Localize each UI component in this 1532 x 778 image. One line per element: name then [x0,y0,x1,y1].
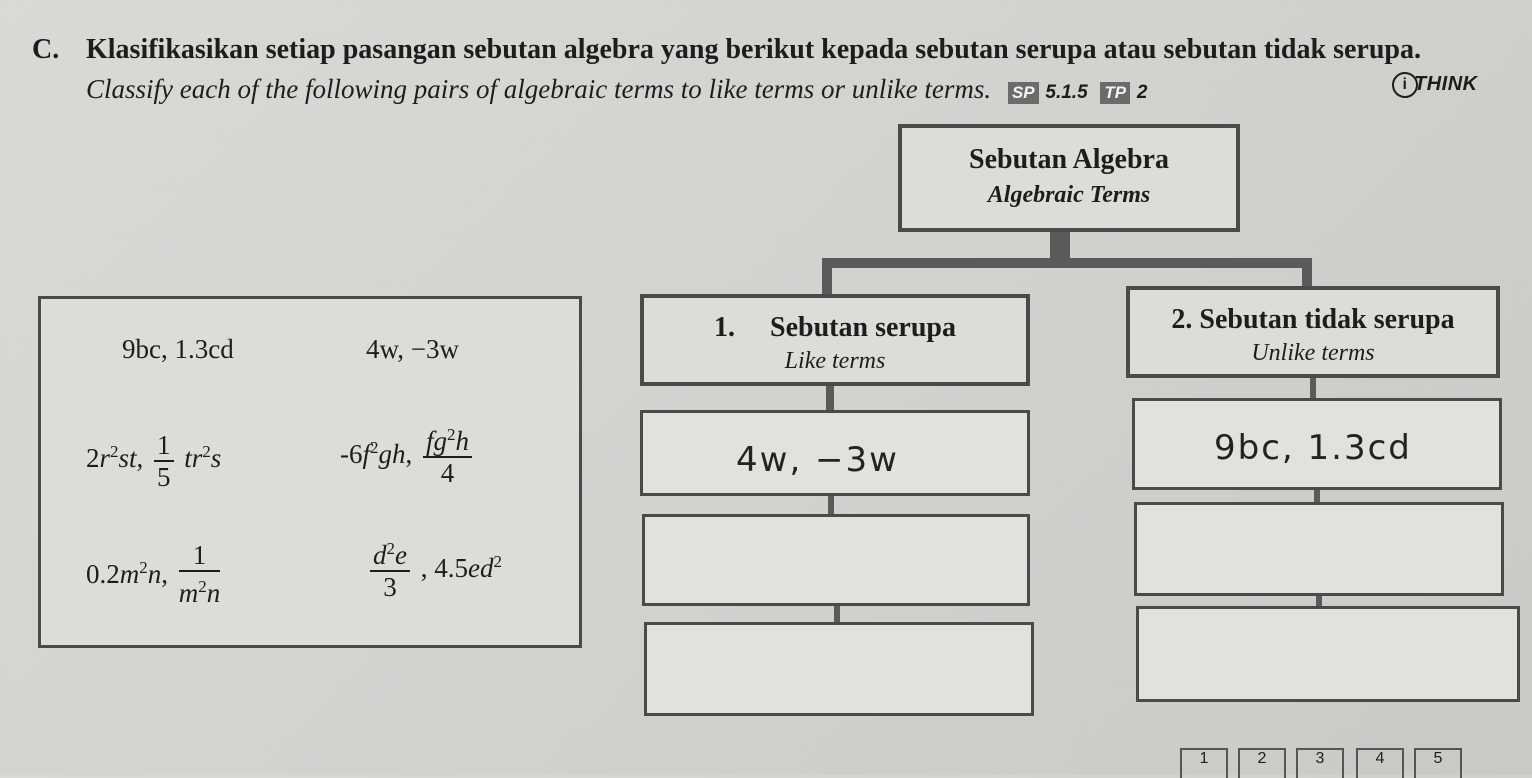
category-like-box [640,294,1030,386]
unlike-answer-1-handwriting: 9bc, 1.3cd [1214,428,1412,468]
like-answer-box-2[interactable] [642,514,1030,606]
tp-cell-1: 1 [1180,748,1228,778]
root-node-title: Sebutan Algebra [969,144,1169,175]
ithink-label: THINK [1414,73,1478,96]
like-stem-2 [828,496,834,514]
category-unlike-subtitle: Unlike terms [1251,340,1375,366]
like-stem-1 [826,386,834,410]
tp-badge-value: 2 [1136,82,1148,103]
category-like-label: Sebutan serupa [770,312,956,343]
ithink-icon: i [1392,72,1418,98]
unlike-stem-2 [1314,490,1320,502]
question-label: C. [32,34,60,65]
term-pair-4: $-6f^2gh$, $\frac{fg^2h}{4}$ [340,420,476,488]
like-answer-1-handwriting: 4w, −3w [736,440,899,480]
sp-badge-value: 5.1.5 [1045,82,1088,103]
term-pair-1: 9bc, 1.3cd [122,334,234,364]
unlike-stem-1 [1310,378,1316,398]
tp-badge-label: TP [1100,82,1130,104]
term-pair-2: 4w, −3w [366,334,459,364]
sp-badge-label: SP [1008,82,1039,104]
root-node-box [898,124,1240,232]
tp-cell-3: 3 [1296,748,1344,778]
tp-cell-5: 5 [1414,748,1462,778]
category-unlike-label: Sebutan tidak serupa [1199,304,1455,335]
category-unlike-box [1126,286,1500,378]
tp-cell-2: 2 [1238,748,1286,778]
category-like-subtitle: Like terms [784,348,886,374]
branch-left-drop [822,258,832,296]
term-pair-5: $0.2m^2n$, $\frac{1}{m^2n}$ [86,540,221,608]
unlike-answer-box-2[interactable] [1134,502,1504,596]
root-node-subtitle: Algebraic Terms [987,182,1151,208]
instruction-malay: Klasifikasikan setiap pasangan sebutan algebra yang berikut kepada sebutan serupa atau sebutan tidak serupa. [86,34,1421,65]
branch-right-drop [1302,258,1312,288]
instruction-english-text: Classify each of the following pairs of algebraic terms to like terms or unlike terms. [86,74,992,104]
category-like-number: 1. [714,312,736,343]
term-pair-6: $\frac{d^2e}{3}$ , $4.5ed^2$ [366,534,502,602]
category-unlike-number: 2. [1171,304,1193,335]
tp-badge [1100,74,1147,104]
category-like-title [644,312,1026,344]
unlike-answer-box-3[interactable] [1136,606,1520,702]
like-answer-box-3[interactable] [644,622,1034,716]
instruction-english [86,74,1147,105]
ithink-logo [1392,72,1478,98]
term-pair-3: $2r^2st$, $\frac{1}{5}$ $tr^2s$ [86,430,222,492]
branch-bar [822,258,1312,268]
tp-cell-4: 4 [1356,748,1404,778]
sp-badge [1008,74,1094,104]
category-unlike-title [1130,304,1496,336]
